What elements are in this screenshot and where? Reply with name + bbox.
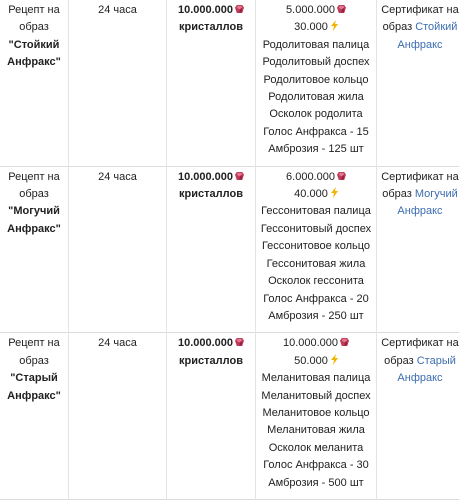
crystals-amount: 10.000.000 xyxy=(178,337,233,349)
material-item: Гессонитовое кольцо xyxy=(256,238,376,255)
cert-prefix: Сертификат на образ xyxy=(381,171,459,200)
lightning-bolt-icon xyxy=(331,354,338,365)
lightning-bolt-icon xyxy=(331,20,338,31)
material-item: Голос Анфракса - 30 xyxy=(256,457,376,474)
lightning-bolt-icon xyxy=(331,187,338,198)
duration-cell xyxy=(69,166,167,333)
ruby-gem-icon xyxy=(235,337,244,347)
cert-prefix: Сертификат на образ xyxy=(381,4,459,33)
ruby-gem-icon xyxy=(235,4,244,14)
energy-amount: 30.000 xyxy=(294,21,328,33)
material-item: Осколок меланита xyxy=(256,440,376,457)
gems-amount: 10.000.000 xyxy=(283,337,338,349)
material-item: Родолитовая жила xyxy=(256,89,376,106)
duration: 24 часа xyxy=(98,171,137,183)
materials-list xyxy=(256,203,376,325)
table-row xyxy=(0,166,459,333)
certificate-link[interactable]: Старый Анфракс xyxy=(397,355,455,384)
material-item: Меланитовая жила xyxy=(256,422,376,439)
duration-cell xyxy=(69,0,167,166)
crystals-amount: 10.000.000 xyxy=(178,4,233,16)
ruby-gem-icon xyxy=(337,4,346,14)
certificate-cell xyxy=(377,166,459,333)
cost-cell xyxy=(256,0,377,166)
ruby-gem-icon xyxy=(340,337,349,347)
energy-amount: 40.000 xyxy=(294,188,328,200)
certificate-cell xyxy=(377,333,459,500)
recipe-prefix: Рецепт на образ xyxy=(8,171,60,200)
table-row xyxy=(0,333,459,500)
material-item: Родолитовый доспех xyxy=(256,54,376,71)
materials-list xyxy=(256,37,376,159)
ruby-gem-icon xyxy=(337,171,346,181)
material-item: Меланитовая палица xyxy=(256,370,376,387)
cost-cell xyxy=(256,166,377,333)
material-item: Гессонитовая палица xyxy=(256,203,376,220)
certificate-cell xyxy=(377,0,459,166)
table-row xyxy=(0,0,459,166)
material-item: Родолитовая палица xyxy=(256,37,376,54)
material-item: Голос Анфракса - 20 xyxy=(256,291,376,308)
material-item: Гессонитовая жила xyxy=(256,256,376,273)
cert-prefix: Сертификат на образ xyxy=(381,337,459,366)
material-item: Амброзия - 250 шт xyxy=(256,308,376,325)
recipe-name: "Стойкий Анфракс" xyxy=(7,39,61,68)
recipe-prefix: Рецепт на образ xyxy=(8,4,60,33)
certificate-link[interactable]: Могучий Анфракс xyxy=(397,188,457,217)
material-item: Меланитовый доспех xyxy=(256,388,376,405)
duration: 24 часа xyxy=(98,4,137,16)
material-item: Амброзия - 125 шт xyxy=(256,141,376,158)
recipe-cell xyxy=(0,333,69,500)
crystals-label: кристаллов xyxy=(179,188,243,200)
cost-cell xyxy=(256,333,377,500)
duration: 24 часа xyxy=(98,337,137,349)
recipe-cell xyxy=(0,0,69,166)
material-item: Осколок гессонита xyxy=(256,273,376,290)
gems-amount: 6.000.000 xyxy=(286,171,335,183)
crystals-label: кристаллов xyxy=(179,355,243,367)
materials-list xyxy=(256,370,376,492)
material-item: Гессонитовый доспех xyxy=(256,221,376,238)
certificate-link[interactable]: Стойкий Анфракс xyxy=(397,21,457,50)
crystals-cell xyxy=(167,333,256,500)
recipe-name: "Могучий Анфракс" xyxy=(7,205,61,234)
duration-cell xyxy=(69,333,167,500)
material-item: Родолитовое кольцо xyxy=(256,72,376,89)
material-item: Осколок родолита xyxy=(256,106,376,123)
recipe-prefix: Рецепт на образ xyxy=(8,337,60,366)
ruby-gem-icon xyxy=(235,171,244,181)
gems-amount: 5.000.000 xyxy=(286,4,335,16)
crystals-cell xyxy=(167,166,256,333)
crystals-label: кристаллов xyxy=(179,21,243,33)
material-item: Меланитовое кольцо xyxy=(256,405,376,422)
material-item: Голос Анфракса - 15 xyxy=(256,124,376,141)
recipe-cell xyxy=(0,166,69,333)
recipe-name: "Старый Анфракс" xyxy=(7,372,61,401)
crystals-amount: 10.000.000 xyxy=(178,171,233,183)
energy-amount: 50.000 xyxy=(294,355,328,367)
material-item: Амброзия - 500 шт xyxy=(256,475,376,492)
crystals-cell xyxy=(167,0,256,166)
